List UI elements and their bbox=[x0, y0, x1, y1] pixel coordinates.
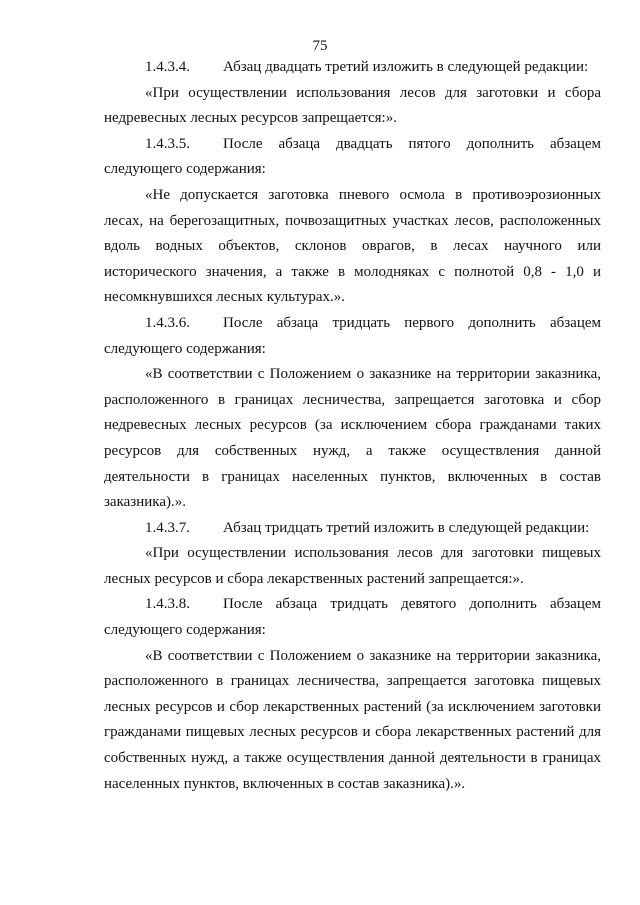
quoted-paragraph: «При осуществлении использования лесов для заготовки пищевых лесных ресурсов и сбора лекарственных растений запрещается:». bbox=[104, 545, 601, 587]
item-text: Абзац тридцать третий изложить в следующей редакции: bbox=[223, 519, 590, 536]
item-text: После абзаца тридцать первого дополнить абзацем следующего содержания: bbox=[104, 314, 601, 357]
item-number: 1.4.3.6. bbox=[145, 314, 190, 331]
document-body bbox=[104, 55, 601, 797]
item-1-4-3-6 bbox=[104, 311, 601, 362]
item-number: 1.4.3.7. bbox=[145, 519, 190, 536]
item-1-4-3-8 bbox=[104, 592, 601, 643]
item-number: 1.4.3.4. bbox=[145, 59, 190, 75]
item-number: 1.4.3.8. bbox=[145, 596, 190, 613]
item-number: 1.4.3.5. bbox=[145, 135, 190, 152]
quoted-paragraph: «При осуществлении использования лесов для заготовки и сбора недревесных лесных ресурсов запрещается:». bbox=[104, 84, 601, 127]
item-text: Абзац двадцать третий изложить в следующей редакции: bbox=[223, 59, 589, 75]
item-1-4-3-4 bbox=[104, 55, 601, 81]
item-1-4-3-5 bbox=[104, 132, 601, 183]
item-1-4-3-7 bbox=[104, 516, 601, 542]
quoted-paragraph: «В соответствии с Положением о заказнике на территории заказника, расположенного в границах лесничества, запрещается заготовка пищевых лесных ресурсов и сбор лекарственных растений (за исключением заготовки гражданами пищевых лесных ресурсов и сбора лекарственных растений для собственных нужд, а также осуществления данной деятельности в границах населенных пунктов, включенных в состав заказника).». bbox=[104, 647, 601, 792]
item-text: После абзаца двадцать пятого дополнить абзацем следующего содержания: bbox=[104, 135, 601, 178]
item-text: После абзаца тридцать девятого дополнить абзацем следующего содержания: bbox=[104, 596, 601, 639]
quoted-paragraph: «Не допускается заготовка пневого осмола в противоэрозионных лесах, на берегозащитных, почвозащитных участках лесов, расположенных вдоль водных объектов, склонов оврагов, в лесах научного или исторического значения, а также в молодняках с полнотой 0,8 - 1,0 и несомкнувшихся лесных культурах.». bbox=[104, 186, 601, 306]
quoted-paragraph: «В соответствии с Положением о заказнике на территории заказника, расположенного в границах лесничества, запрещается заготовка и сбор недревесных лесных ресурсов (за исключением сбора гражданами таких ресурсов для собственных нужд, а также осуществления данной деятельности в границах населенных пунктов, включенных в состав заказника).». bbox=[104, 366, 601, 511]
page-number: 75 bbox=[312, 38, 328, 54]
